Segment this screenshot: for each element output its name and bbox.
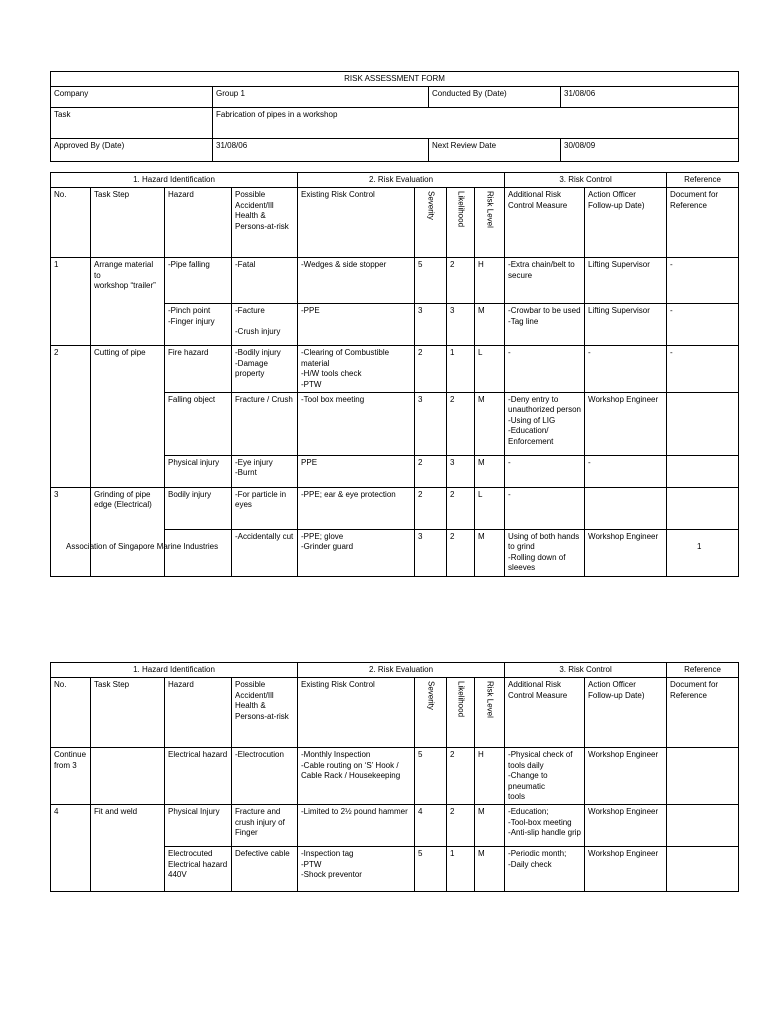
row-action-officer: Workshop Engineer: [585, 805, 667, 847]
col-header-document: Document for Reference: [667, 678, 739, 748]
footer-organization: Association of Singapore Marine Industries: [66, 542, 219, 551]
col-header-existing-control: Existing Risk Control: [298, 188, 415, 258]
col-header-action-officer: Action Officer Follow-up Date): [585, 188, 667, 258]
row-likelihood: 2: [447, 805, 475, 847]
row-additional-control: Using of both hands to grind -Rolling down of sleeves: [505, 529, 585, 576]
likelihood-label: Likelihood: [456, 191, 466, 228]
row-likelihood: 1: [447, 346, 475, 393]
row-existing-control: -PPE: [298, 304, 415, 346]
row-action-officer: Workshop Engineer: [585, 392, 667, 455]
likelihood-label: Likelihood: [456, 681, 466, 718]
row-risk-level: H: [475, 258, 505, 304]
row-document: -: [667, 258, 739, 304]
row-action-officer: Lifting Supervisor: [585, 304, 667, 346]
row-no: 4: [51, 805, 91, 892]
section-reference: Reference: [667, 173, 739, 188]
conducted-by-label: Conducted By (Date): [429, 87, 561, 108]
row-additional-control: -: [505, 455, 585, 487]
col-header-document: Document for Reference: [667, 188, 739, 258]
col-header-task-step: Task Step: [91, 188, 165, 258]
row-likelihood: 3: [447, 304, 475, 346]
col-header-risk-level: [475, 188, 505, 258]
section-hazard-identification: 1. Hazard Identification: [51, 173, 298, 188]
row-likelihood: 3: [447, 455, 475, 487]
row-risk-level: H: [475, 748, 505, 805]
section-risk-control: 3. Risk Control: [505, 173, 667, 188]
col-header-hazard: Hazard: [165, 188, 232, 258]
row-severity: 2: [415, 346, 447, 393]
row-existing-control: -Limited to 2½ pound hammer: [298, 805, 415, 847]
row-likelihood: 2: [447, 748, 475, 805]
risk-level-label: Risk Level: [485, 681, 495, 719]
col-header-existing-control: Existing Risk Control: [298, 678, 415, 748]
company-label: Company: [51, 87, 213, 108]
row-existing-control: PPE: [298, 455, 415, 487]
conducted-by-value: 31/08/06: [561, 87, 739, 108]
row-existing-control: -Wedges & side stopper: [298, 258, 415, 304]
row-likelihood: 2: [447, 487, 475, 529]
row-existing-control: -Tool box meeting: [298, 392, 415, 455]
row-additional-control: -Periodic month; -Daily check: [505, 847, 585, 892]
row-severity: 2: [415, 487, 447, 529]
col-header-possible-accident: Possible Accident/Ill Health & Persons-at-risk: [232, 188, 298, 258]
section-risk-evaluation: 2. Risk Evaluation: [298, 663, 505, 678]
row-document: [667, 529, 739, 576]
table-row: [51, 258, 739, 304]
risk-level-label: Risk Level: [485, 191, 495, 229]
row-severity: 3: [415, 304, 447, 346]
col-header-likelihood: [447, 678, 475, 748]
col-header-risk-level: [475, 678, 505, 748]
row-document: [667, 487, 739, 529]
row-possible-accident: -Accidentally cut: [232, 529, 298, 576]
col-header-hazard: Hazard: [165, 678, 232, 748]
row-hazard: -Pinch point -Finger injury: [165, 304, 232, 346]
section-risk-evaluation: 2. Risk Evaluation: [298, 173, 505, 188]
row-document: [667, 455, 739, 487]
row-additional-control: -Extra chain/belt to secure: [505, 258, 585, 304]
row-risk-level: M: [475, 392, 505, 455]
row-task-step: Cutting of pipe: [91, 346, 165, 488]
col-header-no: No.: [51, 678, 91, 748]
row-additional-control: -: [505, 487, 585, 529]
row-action-officer: [585, 487, 667, 529]
row-no: 1: [51, 258, 91, 346]
row-likelihood: 2: [447, 529, 475, 576]
row-document: [667, 748, 739, 805]
col-header-task-step: Task Step: [91, 678, 165, 748]
row-no: 2: [51, 346, 91, 488]
row-document: -: [667, 346, 739, 393]
next-review-label: Next Review Date: [429, 139, 561, 162]
task-label: Task: [51, 108, 213, 139]
page-number: 1: [697, 542, 702, 551]
form-title: RISK ASSESSMENT FORM: [51, 72, 739, 87]
section-risk-control: 3. Risk Control: [505, 663, 667, 678]
row-risk-level: L: [475, 487, 505, 529]
row-risk-level: M: [475, 805, 505, 847]
row-severity: 4: [415, 805, 447, 847]
row-hazard: Falling object: [165, 392, 232, 455]
row-possible-accident: -For particle in eyes: [232, 487, 298, 529]
severity-label: Severity: [426, 191, 436, 221]
row-document: [667, 392, 739, 455]
row-no: 3: [51, 487, 91, 576]
row-hazard: Electrocuted Electrical hazard 440V: [165, 847, 232, 892]
row-hazard: Physical injury: [165, 455, 232, 487]
row-existing-control: -Clearing of Combustible material -H/W tools check -PTW: [298, 346, 415, 393]
row-additional-control: -Crowbar to be used -Tag line: [505, 304, 585, 346]
risk-table-page-2: [50, 662, 739, 892]
row-existing-control: -Monthly Inspection -Cable routing on ‘S’ Hook / Cable Rack / Housekeeping: [298, 748, 415, 805]
row-no: Continue from 3: [51, 748, 91, 805]
row-likelihood: 2: [447, 392, 475, 455]
row-risk-level: M: [475, 847, 505, 892]
col-header-additional-control: Additional Risk Control Measure: [505, 188, 585, 258]
row-hazard: Fire hazard: [165, 346, 232, 393]
row-severity: 3: [415, 392, 447, 455]
row-severity: 5: [415, 258, 447, 304]
row-hazard: [165, 529, 232, 576]
row-task-step: Fit and weld: [91, 805, 165, 892]
row-risk-level: L: [475, 346, 505, 393]
row-hazard: Bodily injury: [165, 487, 232, 529]
col-header-possible-accident: Possible Accident/Ill Health & Persons-at-risk: [232, 678, 298, 748]
row-risk-level: M: [475, 455, 505, 487]
col-header-no: No.: [51, 188, 91, 258]
row-action-officer: -: [585, 455, 667, 487]
section-reference: Reference: [667, 663, 739, 678]
row-document: [667, 847, 739, 892]
table-row: [51, 748, 739, 805]
table-row: [51, 805, 739, 847]
severity-label: Severity: [426, 681, 436, 711]
section-hazard-identification: 1. Hazard Identification: [51, 663, 298, 678]
approved-by-label: Approved By (Date): [51, 139, 213, 162]
col-header-likelihood: [447, 188, 475, 258]
row-possible-accident: Fracture / Crush: [232, 392, 298, 455]
table-row: [51, 487, 739, 529]
row-likelihood: 1: [447, 847, 475, 892]
company-value: Group 1: [213, 87, 429, 108]
col-header-severity: [415, 678, 447, 748]
row-existing-control: -PPE; glove -Grinder guard: [298, 529, 415, 576]
table-row: [51, 346, 739, 393]
row-severity: 2: [415, 455, 447, 487]
row-additional-control: -: [505, 346, 585, 393]
row-severity: 5: [415, 847, 447, 892]
row-severity: 5: [415, 748, 447, 805]
next-review-value: 30/08/09: [561, 139, 739, 162]
col-header-severity: [415, 188, 447, 258]
row-task-step: Arrange material to workshop “trailer”: [91, 258, 165, 346]
row-hazard: -Pipe falling: [165, 258, 232, 304]
row-action-officer: Lifting Supervisor: [585, 258, 667, 304]
row-action-officer: Workshop Engineer: [585, 847, 667, 892]
row-action-officer: -: [585, 346, 667, 393]
col-header-additional-control: Additional Risk Control Measure: [505, 678, 585, 748]
row-possible-accident: -Facture -Crush injury: [232, 304, 298, 346]
row-possible-accident: -Electrocution: [232, 748, 298, 805]
row-document: -: [667, 304, 739, 346]
row-task-step: [91, 748, 165, 805]
row-existing-control: -PPE; ear & eye protection: [298, 487, 415, 529]
row-document: [667, 805, 739, 847]
row-hazard: Physical Injury: [165, 805, 232, 847]
row-additional-control: -Deny entry to unauthorized person -Using of LIG -Education/ Enforcement: [505, 392, 585, 455]
row-risk-level: M: [475, 529, 505, 576]
task-value: Fabrication of pipes in a workshop: [213, 108, 739, 139]
row-hazard: Electrical hazard: [165, 748, 232, 805]
row-risk-level: M: [475, 304, 505, 346]
row-possible-accident: -Eye injury -Burnt: [232, 455, 298, 487]
row-possible-accident: -Bodily injury -Damage property: [232, 346, 298, 393]
row-existing-control: -Inspection tag -PTW -Shock preventor: [298, 847, 415, 892]
row-task-step: Grinding of pipe edge (Electrical): [91, 487, 165, 576]
assessment-form-header: [50, 71, 739, 162]
row-action-officer: Workshop Engineer: [585, 529, 667, 576]
approved-by-value: 31/08/06: [213, 139, 429, 162]
row-additional-control: -Education; -Tool-box meeting -Anti-slip handle grip: [505, 805, 585, 847]
row-possible-accident: Defective cable: [232, 847, 298, 892]
row-action-officer: Workshop Engineer: [585, 748, 667, 805]
risk-table-page-1: [50, 172, 739, 577]
row-additional-control: -Physical check of tools daily -Change to pneumatic tools: [505, 748, 585, 805]
row-possible-accident: -Fatal: [232, 258, 298, 304]
row-possible-accident: Fracture and crush injury of Finger: [232, 805, 298, 847]
row-severity: 3: [415, 529, 447, 576]
col-header-action-officer: Action Officer Follow-up Date): [585, 678, 667, 748]
row-likelihood: 2: [447, 258, 475, 304]
